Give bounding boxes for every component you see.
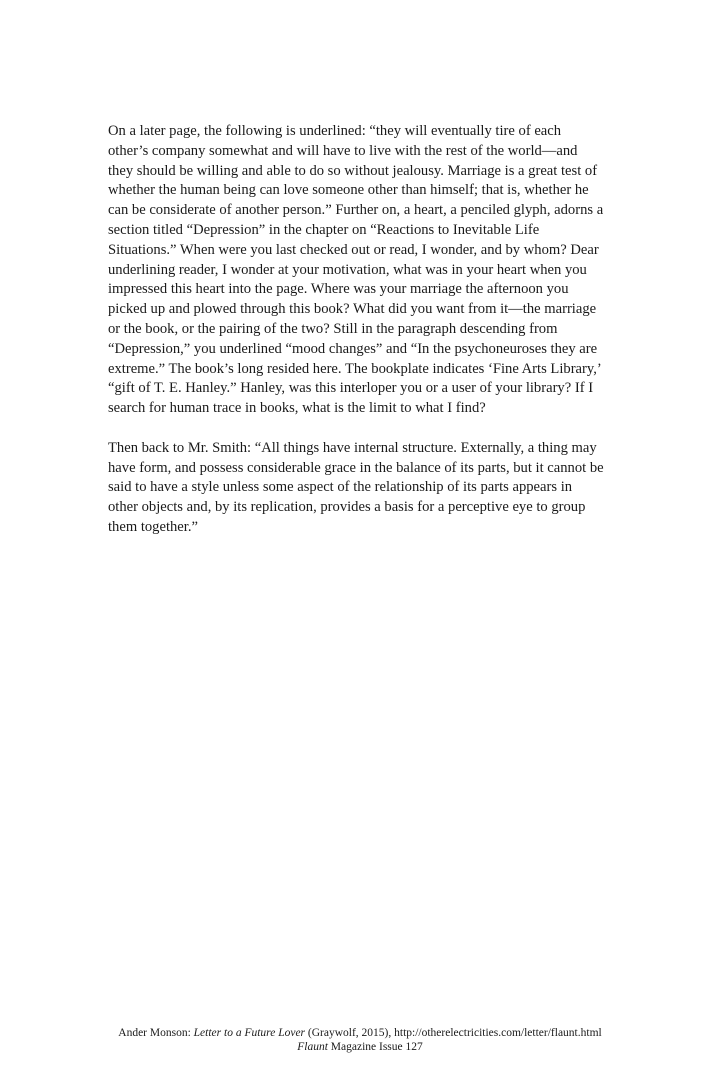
footer-author: Ander Monson: — [118, 1027, 194, 1039]
paragraph-2: Then back to Mr. Smith: “All things have internal structure. Externally, a thing may have form, and possess considerable grace in the balance of its parts, but it cannot be said to have a style unless some aspect of the relationship of its parts appears in other objects and, by its replication, provides a basis for a perceptive eye to group them together.” — [108, 439, 604, 535]
footer-book-title: Letter to a Future Lover — [193, 1027, 306, 1039]
paragraph-1: On a later page, the following is underlined: “they will eventually tire of each other’s company somewhat and will have to live with the rest of the world—and they should be willing and able to do so without jealousy. Marriage is a great test of whether the human being can love someone other than himself; that is, whether he can be considerate of another person.” Further on, a heart, a penciled glyph, adorns a section titled “Depression” in the chapter on “Reactions to Inevitable Life Situations.” When were you last checked out or read, I wonder, and by whom? Dear underlining reader, I wonder at your motivation, what was in your heart when you impressed this heart into the page. Where was your marriage the afternoon you picked up and plowed through this book? What did you want from it—the marriage or the book, or the pairing of the two? Still in the paragraph descending from “Depression,” you underlined “mood changes” and “In the psychoneuroses they are extreme.” The book’s long resided here. The bookplate indicates ‘Fine Arts Library,’ “gift of T. E. Hanley.” Hanley, was this interloper you or a user of your library? If I search for human trace in books, what is the limit to what I find? — [108, 123, 604, 417]
body-text — [108, 122, 604, 558]
footer-magazine-name: Flaunt — [297, 1041, 328, 1053]
footer-source-line — [60, 1026, 660, 1040]
footer-issue: Magazine Issue 127 — [327, 1041, 423, 1053]
footer-citation — [60, 1026, 660, 1054]
footer-citation-details: (Graywolf, 2015), http://otherelectricities.com/letter/flaunt.html — [305, 1027, 602, 1039]
footer-magazine-line — [60, 1040, 660, 1054]
